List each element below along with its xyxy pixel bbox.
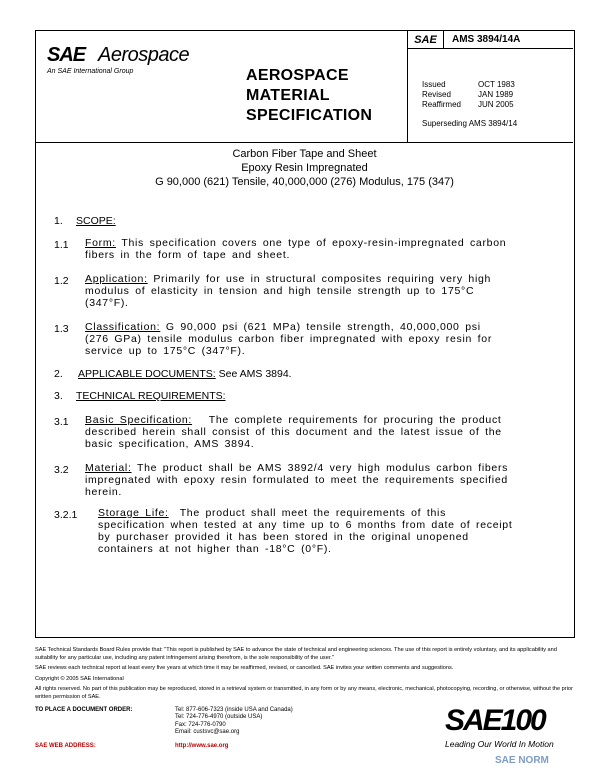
section-1-2-line-1 — [85, 273, 491, 285]
section-3-number: 3. — [54, 390, 63, 402]
section-1-2-line-3: (347°F). — [85, 297, 129, 309]
section-2-number: 2. — [54, 368, 63, 380]
section-1-1-text-1: This specification covers one type of epoxy-resin-impregnated carbon — [121, 237, 507, 249]
reaffirmed-row — [422, 100, 514, 109]
section-1-3-line-1 — [85, 321, 481, 333]
spec-title-box — [232, 31, 408, 143]
footer-copyright: Copyright © 2005 SAE International — [35, 675, 124, 682]
sae-norm-watermark: SAE NORM — [495, 755, 549, 766]
section-3-1-line-3: basic specification, AMS 3894. — [85, 438, 255, 450]
spec-header — [36, 31, 573, 143]
section-3-title: TECHNICAL REQUIREMENTS: — [76, 390, 226, 402]
subject-line-3: G 90,000 (621) Tensile, 40,000,000 (276) Modulus, 175 (347) — [155, 176, 454, 188]
fax: Fax: 724-776-0790 — [175, 721, 226, 728]
section-2-line — [78, 368, 292, 380]
section-2-title: APPLICABLE DOCUMENTS: — [78, 368, 216, 380]
section-3-2-line-2: impregnated with epoxy resin formulated to meet the requirements specified — [85, 474, 508, 486]
section-1-2-line-2: modulus of elasticity in tension and high tensile strength up to 175°C — [85, 285, 475, 297]
section-1-title: SCOPE: — [76, 215, 116, 227]
section-3-2-1-title: Storage Life: — [98, 507, 169, 519]
sae-mark: SAE — [408, 31, 444, 49]
section-3-2-1-line-2: specification when tested at any time up to 6 months from date of receipt — [98, 519, 513, 531]
logo-sae-text: SAE — [47, 44, 86, 66]
issued-label: Issued — [422, 80, 446, 89]
spec-subject — [36, 147, 573, 189]
order-label: TO PLACE A DOCUMENT ORDER: — [35, 707, 133, 713]
section-1-3-line-3: service up to 175°C (347°F). — [85, 345, 246, 357]
section-3-2-1-text-1: The product shall meet the requirements of this — [179, 507, 447, 519]
section-3-1-line-1 — [85, 414, 502, 426]
doc-meta-box — [408, 31, 573, 143]
doc-number-row — [408, 31, 573, 49]
section-3-2-1-line-3: by purchaser provided it has been stored in the original unopened — [98, 531, 469, 543]
title-line-1: AEROSPACE — [246, 67, 349, 84]
section-3-1-line-2: described herein shall consist of this document and the latest issue of the — [85, 426, 502, 438]
web-label: SAE WEB ADDRESS: — [35, 743, 96, 749]
section-1-3-line-2: (276 GPa) tensile modulus carbon fiber impregnated with epoxy resin for — [85, 333, 493, 345]
section-3-2-line-1 — [85, 462, 508, 474]
section-1-2-number: 1.2 — [54, 275, 69, 287]
logo-aerospace-text: Aerospace — [98, 44, 190, 66]
doc-number: AMS 3894/14A — [452, 34, 521, 45]
title-line-3: SPECIFICATION — [246, 107, 373, 124]
subject-line-1: Carbon Fiber Tape and Sheet — [232, 148, 377, 160]
footer-rights: All rights reserved. No part of this publication may be reproduced, stored in a retrieval system or transmitted, in any form or by any means, electronic, mechanical, photocopying, recording, or otherwise, without the prior written permission of SAE. — [35, 686, 573, 700]
section-3-2-title: Material: — [85, 462, 132, 474]
title-line-2: MATERIAL — [246, 87, 330, 104]
sae100-logo — [445, 703, 575, 769]
order-details — [175, 707, 293, 737]
revised-row — [422, 90, 514, 99]
section-1-1-line-2: fibers in the form of tape and sheet. — [85, 249, 291, 261]
reaffirmed-label: Reaffirmed — [422, 100, 461, 109]
section-3-2-line-3: herein. — [85, 486, 123, 498]
section-3-2-text-1: The product shall be AMS 3892/4 very high modulus carbon fibers — [137, 462, 509, 474]
sae-aerospace-logo — [36, 31, 232, 143]
section-1-2-text-1: Primarily for use in structural composites requiring very high — [153, 273, 492, 285]
superseding-note: Superseding AMS 3894/14 — [422, 119, 518, 128]
section-3-1-number: 3.1 — [54, 416, 69, 428]
section-1-3-number: 1.3 — [54, 323, 69, 335]
section-1-3-text-1: G 90,000 psi (621 MPa) tensile strength, 40,000,000 psi — [165, 321, 481, 333]
issued-value: OCT 1983 — [478, 80, 515, 89]
section-3-2-number: 3.2 — [54, 464, 69, 476]
footer-review-note: SAE reviews each technical report at least every five years at which time it may be reaffirmed, revised, or cancelled. SAE invites your written comments and suggestions. — [35, 665, 454, 671]
logo-subtitle: An SAE International Group — [47, 68, 134, 75]
reaffirmed-value: JUN 2005 — [478, 100, 514, 109]
web-link[interactable]: http://www.sae.org — [175, 743, 229, 749]
brand-tagline: Leading Our World In Motion — [445, 739, 554, 749]
section-3-2-1-line-1 — [98, 507, 446, 519]
section-1-number: 1. — [54, 215, 63, 227]
subject-line-2: Epoxy Resin Impregnated — [241, 162, 368, 174]
section-1-3-title: Classification: — [85, 321, 161, 333]
section-1-1-number: 1.1 — [54, 239, 69, 251]
revised-label: Revised — [422, 90, 451, 99]
revised-value: JAN 1989 — [478, 90, 514, 99]
issued-row — [422, 80, 515, 89]
section-2-text: See AMS 3894. — [218, 368, 292, 380]
tel-outside: Tel: 724-776-4970 (outside USA) — [175, 714, 263, 721]
section-1-1-title: Form: — [85, 237, 116, 249]
email: Email: custsvc@sae.org — [175, 729, 240, 736]
section-1-1-line-1 — [85, 237, 506, 249]
footer-board-rules: SAE Technical Standards Board Rules provide that: "This report is published by SAE to advance the state of technical and engineering sciences. The use of this report is entirely voluntary, and its applicability and suitability for any particular use, including any patent infringement arising therefrom, is the sole responsibility of the user." — [35, 647, 557, 661]
document-frame — [35, 30, 575, 638]
legal-footer — [35, 647, 575, 704]
sae100-wordmark: SAE100 — [445, 704, 545, 737]
section-3-1-text-1: The complete requirements for procuring the product — [208, 414, 502, 426]
web-address-row — [35, 743, 229, 749]
section-1-2-title: Application: — [85, 273, 148, 285]
section-3-1-title: Basic Specification: — [85, 414, 193, 426]
section-3-2-1-line-4: containers at not higher than -18°C (0°F). — [98, 543, 332, 555]
tel-inside: Tel: 877-606-7323 (inside USA and Canada) — [175, 707, 293, 713]
section-3-2-1-number: 3.2.1 — [54, 509, 78, 521]
